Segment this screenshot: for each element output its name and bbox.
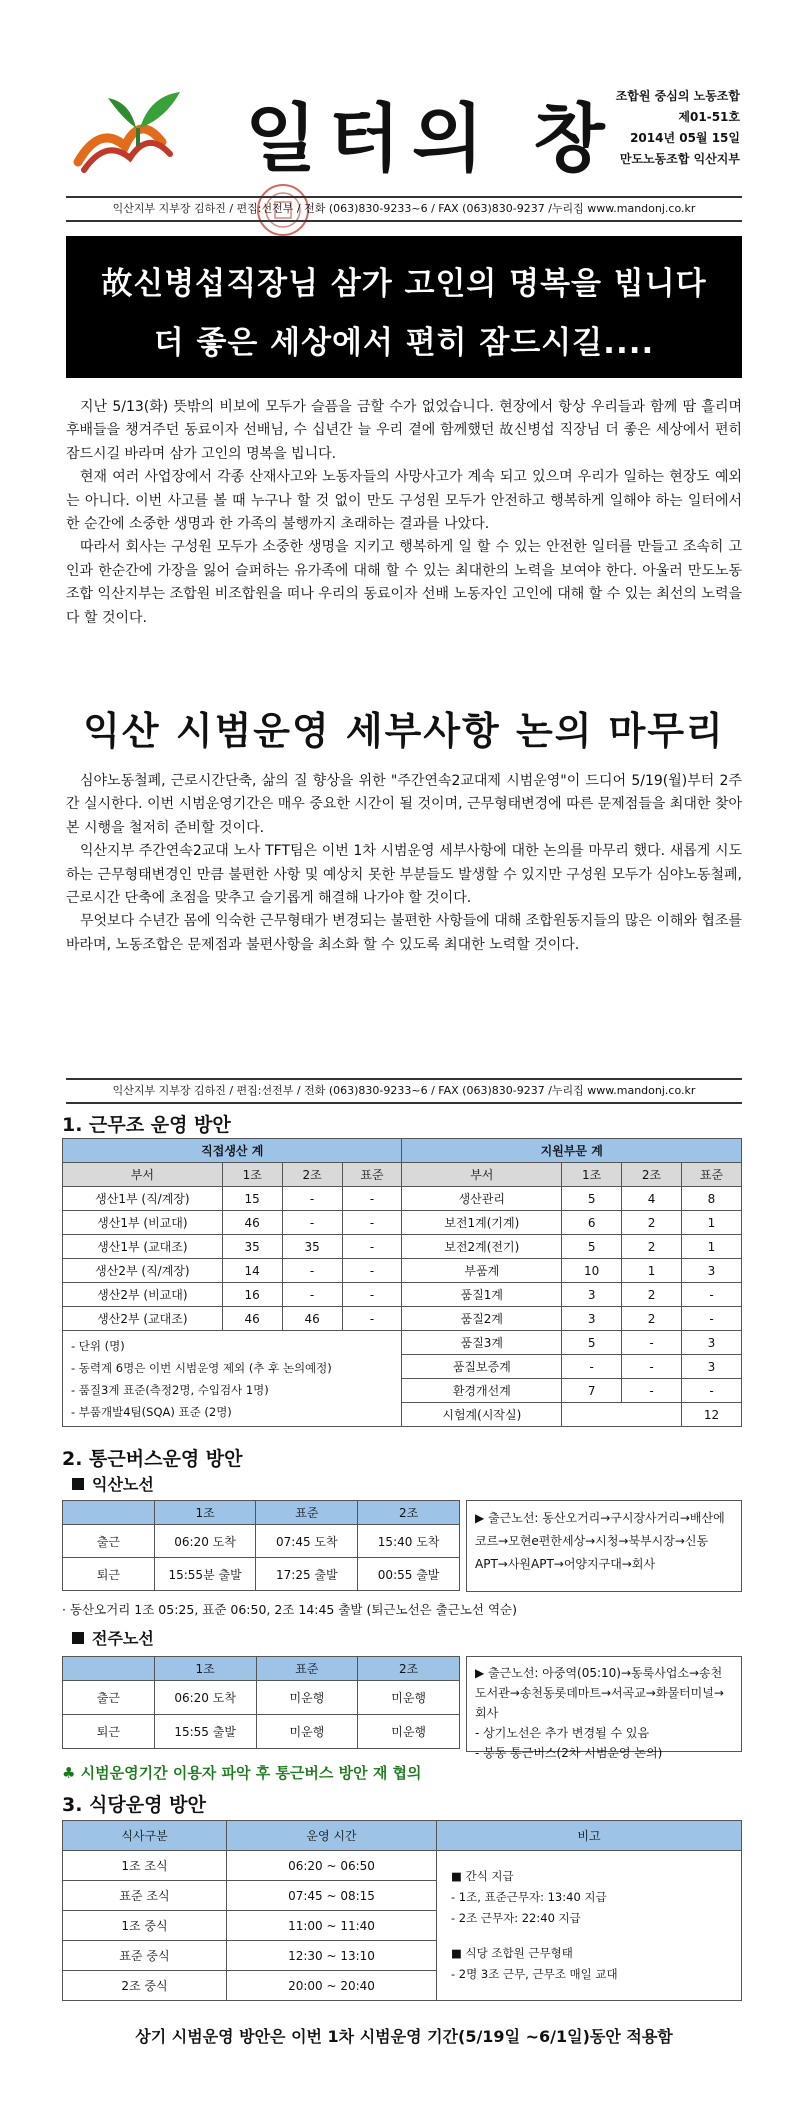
- iksan-route-note: · 동산오거리 1조 05:25, 표준 06:50, 2조 14:45 출발 (퇴근노선은 출근노선 역순): [62, 1602, 518, 1617]
- cell: 06:20 ~ 06:50: [227, 1851, 437, 1881]
- remark-line: - 2명 3조 근무, 근무조 매일 교대: [451, 1967, 618, 1981]
- memorial-article: [66, 396, 742, 630]
- cell: [63, 1657, 155, 1681]
- remark-spacer: [451, 1929, 741, 1943]
- cell: -: [342, 1235, 402, 1259]
- jeonju-route-label: 전주노선: [92, 1629, 154, 1648]
- table-row: [63, 1525, 460, 1558]
- remark-line: - 1조, 표준근무자: 13:40 지급: [451, 1890, 607, 1904]
- cell: -: [682, 1307, 742, 1331]
- cell: 환경개선계: [402, 1379, 562, 1403]
- article2-paragraph-3: 무엇보다 수년간 몸에 익숙한 근무형태가 변경되는 불편한 사항들에 대해 조합원동지들의 많은 이해와 협조를 바라며, 노동조합은 문제점과 불편사항을 최소화 할 수 있도록 최대한 노력할 것이다.: [66, 913, 742, 953]
- article2-paragraph-1: 심야노동철폐, 근로시간단축, 삶의 질 향상을 위한 "주간연속2교대제 시범운영"이 드디어 5/19(월)부터 2주간 실시한다. 이번 시범운영기간은 매우 중요한 시간이 될 것이며, 근무형태변경에 따른 문제점들을 최대한 찾아 본 시행을 철저히 준비할 것이다.: [66, 773, 742, 836]
- route-line: - 봉동 통근버스(2차 시범운영 논의): [475, 1746, 663, 1760]
- cell: 2: [622, 1307, 682, 1331]
- cell: -: [562, 1355, 622, 1379]
- article1-paragraph-3: 따라서 회사는 구성원 모두가 소중한 생명을 지키고 행복하게 일 할 수 있는 안전한 일터를 만들고 조속히 고인과 한순간에 가장을 잃어 슬퍼하는 유가족에 대해 할 수 있는 최대한의 노력을 보여야 한다. 아울러 만도노동조합 익산지부는 조합원 비조합원을 떠나 우리의 동료이자 선배 노동자인 고인에 대해 할 수 있는 최선의 노력을 다 할 것이다.: [66, 539, 742, 626]
- cell: 06:20 도착: [154, 1681, 256, 1715]
- cell: 품질3계: [402, 1331, 562, 1355]
- cell: 35: [222, 1235, 282, 1259]
- cell: 10: [562, 1259, 622, 1283]
- issue-date: 2014년 05월 15일: [630, 131, 740, 145]
- cell: 품질2계: [402, 1307, 562, 1331]
- cell: 생산1부 (교대조): [63, 1235, 223, 1259]
- table-row: [63, 1283, 742, 1307]
- section2-title: 2. 통근버스운영 방안: [62, 1448, 243, 1470]
- contact-bar-top: 익산지부 지부장 김하진 / 편집:선전부 / 전화 (063)830-9233~6 / FAX (063)830-9237 /누리집 www.mandonj.co.kr: [66, 196, 742, 222]
- cell: 4: [622, 1187, 682, 1211]
- cell: 8: [682, 1187, 742, 1211]
- table-row: [63, 1187, 742, 1211]
- cell: 06:20 도착: [154, 1525, 256, 1558]
- jeonju-route-title: [72, 1626, 154, 1649]
- cell: -: [342, 1211, 402, 1235]
- bus-review-note: ♣ 시범운영기간 이용자 파악 후 통근버스 방안 재 협의: [62, 1764, 422, 1782]
- cell: 퇴근: [63, 1558, 155, 1591]
- iksan-route-label: 익산노선: [92, 1475, 154, 1494]
- shift-notes: [63, 1331, 402, 1427]
- union-logo-icon: [70, 84, 200, 174]
- memorial-banner: [66, 236, 742, 378]
- cell: 2: [622, 1211, 682, 1235]
- cell: -: [282, 1187, 342, 1211]
- cell: 15: [222, 1187, 282, 1211]
- iksan-bus-table: [62, 1500, 460, 1591]
- direct-production-header: 직접생산 계: [63, 1139, 402, 1163]
- newspaper-title: 일터의 창: [245, 96, 617, 182]
- col-operating-hours: 운영 시간: [227, 1821, 437, 1851]
- col-standard: 표준: [256, 1501, 358, 1525]
- cell: 1조 중식: [63, 1911, 227, 1941]
- cell: -: [282, 1283, 342, 1307]
- cell: -: [682, 1283, 742, 1307]
- cell: 3: [682, 1331, 742, 1355]
- issue-number: 제01-51호: [678, 110, 740, 124]
- cell: [562, 1403, 682, 1427]
- cell: -: [622, 1379, 682, 1403]
- cell: 15:55분 출발: [154, 1558, 256, 1591]
- trial-article: [66, 770, 742, 957]
- cell: 생산관리: [402, 1187, 562, 1211]
- cell: 3: [562, 1307, 622, 1331]
- square-bullet-icon: [72, 1478, 84, 1490]
- col-standard: 표준: [256, 1657, 358, 1681]
- cell: 보전2계(전기): [402, 1235, 562, 1259]
- cell: 출근: [63, 1525, 155, 1558]
- cell: 보전1계(기계): [402, 1211, 562, 1235]
- table-row: [63, 1558, 460, 1591]
- remark-line: ■ 식당 조합원 근무형태: [451, 1946, 573, 1960]
- cell: 17:25 출발: [256, 1558, 358, 1591]
- cell: 품질보증계: [402, 1355, 562, 1379]
- iksan-route-title: [72, 1472, 154, 1495]
- remark-line: ■ 간식 지급: [451, 1869, 514, 1883]
- square-bullet-icon: [72, 1632, 84, 1644]
- col-standard: 표준: [682, 1163, 742, 1187]
- article2-paragraph-2: 익산지부 주간연속2교대 노사 TFT팀은 이번 1차 시범운영 세부사항에 대한 논의를 마무리 했다. 새롭게 시도하는 근무형태변경인 만큼 불편한 사항 및 예상치 못한 부분들도 발생할 수 있지만 구성원 모두가 심야노동철폐, 근로시간 단축에 초점을 맞추고 슬기롭게 해결해 나가야 할 것이다.: [66, 843, 742, 907]
- headline-trial-operation: 익산 시범운영 세부사항 논의 마무리: [83, 709, 725, 753]
- remark-line: - 2조 근무자: 22:40 지급: [451, 1911, 581, 1925]
- cell: -: [282, 1211, 342, 1235]
- cell: 6: [562, 1211, 622, 1235]
- jeonju-bus-table: [62, 1656, 460, 1749]
- final-note: 상기 시범운영 방안은 이번 1차 시범운영 기간(5/19일 ~6/1일)동안 적용함: [135, 2027, 673, 2046]
- cell: 3: [682, 1355, 742, 1379]
- cell: 1: [622, 1259, 682, 1283]
- cell: 35: [282, 1235, 342, 1259]
- cell: 5: [562, 1331, 622, 1355]
- cell: 표준 조식: [63, 1881, 227, 1911]
- cell: 20:00 ~ 20:40: [227, 1971, 437, 2001]
- cell: 품질1계: [402, 1283, 562, 1307]
- cell: -: [342, 1259, 402, 1283]
- cell: 46: [282, 1307, 342, 1331]
- publisher: 만도노동조합 익산지부: [619, 152, 740, 166]
- cell: 생산2부 (비교대): [63, 1283, 223, 1307]
- shift-table: [62, 1138, 742, 1427]
- cell: [63, 1501, 155, 1525]
- note-line: - 부품개발4팀(SQA) 표준 (2명): [71, 1404, 232, 1419]
- cell: 46: [222, 1307, 282, 1331]
- cell: 표준 중식: [63, 1941, 227, 1971]
- table-row: [63, 1211, 742, 1235]
- cell: 미운행: [358, 1715, 460, 1749]
- table-row: [63, 1235, 742, 1259]
- cell: -: [622, 1331, 682, 1355]
- col-shift2: 2조: [358, 1657, 460, 1681]
- cell: 07:45 도착: [256, 1525, 358, 1558]
- cell: 미운행: [256, 1681, 358, 1715]
- table-row: [63, 1715, 460, 1749]
- col-shift1: 1조: [222, 1163, 282, 1187]
- cell: 부품계: [402, 1259, 562, 1283]
- table-row: [63, 1307, 742, 1331]
- cell: -: [342, 1187, 402, 1211]
- cell: 16: [222, 1283, 282, 1307]
- cell: 퇴근: [63, 1715, 155, 1749]
- cell: 미운행: [256, 1715, 358, 1749]
- iksan-route-box: ▶ 출근노선: 동산오거리→구시장사거리→배산에코르→모현e편한세상→시청→북부시장→신동APT→사원APT→어양지구대→회사: [466, 1500, 742, 1592]
- article1-paragraph-1: 지난 5/13(화) 뜻밖의 비보에 모두가 슬픔을 금할 수가 없었습니다. 현장에서 항상 우리들과 함께 땀 흘리며 후배들을 챙겨주던 동료이자 선배님, 수 십년간 늘 우리 곁에 함께했던 故신병섭 직장님 더 좋은 세상에서 편히 잠드시길 바라며 삼가 고인의 명복을 빕니다.: [66, 399, 742, 462]
- cell: 출근: [63, 1681, 155, 1715]
- cell: 5: [562, 1235, 622, 1259]
- cell: 07:45 ~ 08:15: [227, 1881, 437, 1911]
- col-shift2: 2조: [282, 1163, 342, 1187]
- org-slogan: 조합원 중심의 노동조합: [615, 89, 740, 103]
- cell: 2: [622, 1283, 682, 1307]
- cell: 1조 조식: [63, 1851, 227, 1881]
- route-line: - 상기노선은 추가 변경될 수 있음: [475, 1726, 650, 1740]
- route-line: ▶ 출근노선: 아중역(05:10)→동룩사업소→송천도서관→송천동롯데마트→서곡교→화물터미널→회사: [475, 1666, 724, 1720]
- cell: -: [682, 1379, 742, 1403]
- contact-bar-bottom: 익산지부 지부장 김하진 / 편집:선전부 / 전화 (063)830-9233~6 / FAX (063)830-9237 /누리집 www.mandonj.co.kr: [66, 1078, 742, 1104]
- cafeteria-table: [62, 1820, 742, 2001]
- cell: 46: [222, 1211, 282, 1235]
- cell: 생산2부 (교대조): [63, 1307, 223, 1331]
- cell: 생산1부 (비교대): [63, 1211, 223, 1235]
- cell: 3: [562, 1283, 622, 1307]
- cell: 3: [682, 1259, 742, 1283]
- cell: 생산1부 (직/계장): [63, 1187, 223, 1211]
- col-remarks: 비고: [437, 1821, 742, 1851]
- cell: 11:00 ~ 11:40: [227, 1911, 437, 1941]
- cell: 15:40 도착: [358, 1525, 460, 1558]
- cell: 2: [622, 1235, 682, 1259]
- cell: 5: [562, 1187, 622, 1211]
- masthead: [70, 70, 740, 190]
- col-shift1: 1조: [154, 1657, 256, 1681]
- issue-info: [616, 86, 740, 170]
- cell: 14: [222, 1259, 282, 1283]
- banner-line-2: 더 좋은 세상에서 편히 잠드시길....: [153, 325, 655, 361]
- table-row: [63, 1259, 742, 1283]
- table-row: [63, 1851, 742, 1881]
- col-meal-type: 식사구분: [63, 1821, 227, 1851]
- table-row: [63, 1331, 742, 1355]
- col-shift2: 2조: [358, 1501, 460, 1525]
- cafeteria-remarks: [437, 1851, 742, 2001]
- cell: -: [342, 1307, 402, 1331]
- col-dept: 부서: [402, 1163, 562, 1187]
- section1-title: 1. 근무조 운영 방안: [62, 1114, 231, 1136]
- cell: 1: [682, 1211, 742, 1235]
- cell: 00:55 출발: [358, 1558, 460, 1591]
- col-standard: 표준: [342, 1163, 402, 1187]
- cell: -: [282, 1259, 342, 1283]
- col-shift2: 2조: [622, 1163, 682, 1187]
- cell: 7: [562, 1379, 622, 1403]
- cell: -: [622, 1355, 682, 1379]
- note-line: - 단위 (명): [71, 1338, 125, 1353]
- cell: 12:30 ~ 13:10: [227, 1941, 437, 1971]
- cell: 2조 중식: [63, 1971, 227, 2001]
- col-shift1: 1조: [562, 1163, 622, 1187]
- banner-line-1: 故신병섭직장님 삼가 고인의 명복을 빕니다: [101, 266, 707, 302]
- col-shift1: 1조: [154, 1501, 256, 1525]
- table-row: [63, 1681, 460, 1715]
- note-line: - 품질3계 표준(측정2명, 수입검사 1명): [71, 1382, 269, 1397]
- cell: 미운행: [358, 1681, 460, 1715]
- cell: -: [342, 1283, 402, 1307]
- jeonju-route-box: [466, 1656, 742, 1760]
- cell: 12: [682, 1403, 742, 1427]
- support-division-header: 지원부문 계: [402, 1139, 742, 1163]
- article1-paragraph-2: 현재 여러 사업장에서 각종 산재사고와 노동자들의 사망사고가 계속 되고 있으며 우리가 일하는 현장도 예외는 아니다. 이번 사고를 볼 때 누구나 할 것 없이 만도 구성원 모두가 안전하고 행복하게 일해야 하는 일터에서 한 순간에 소중한 생명과 한 가족의 불행까지 초래하는 결과를 나았다.: [66, 469, 742, 533]
- cell: 1: [682, 1235, 742, 1259]
- cell: 15:55 출발: [154, 1715, 256, 1749]
- col-dept: 부서: [63, 1163, 223, 1187]
- cell: 시험계(시작실): [402, 1403, 562, 1427]
- note-line: - 동력계 6명은 이번 시범운영 제외 (추 후 논의예정): [71, 1360, 332, 1375]
- cell: 생산2부 (직/계장): [63, 1259, 223, 1283]
- section3-title: 3. 식당운영 방안: [62, 1794, 206, 1816]
